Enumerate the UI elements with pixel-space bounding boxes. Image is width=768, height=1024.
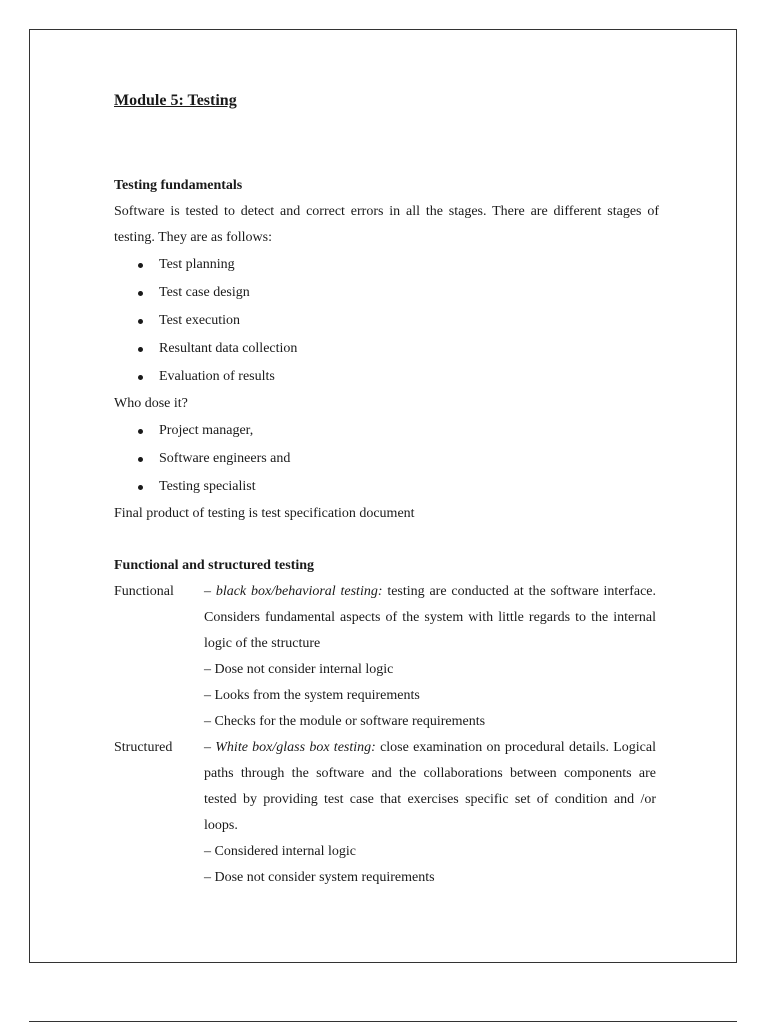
- stages-list: [114, 251, 659, 391]
- who-question: Who dose it?: [114, 396, 188, 411]
- spacer: [114, 527, 659, 553]
- who-list: [114, 417, 659, 501]
- functional-definition: [204, 579, 656, 735]
- functional-point: – Checks for the module or software requirements: [204, 714, 486, 729]
- term-functional: Functional: [114, 584, 174, 599]
- functional-point: – Looks from the system requirements: [204, 688, 420, 703]
- term-structured: Structured: [114, 740, 173, 755]
- list-item: Testing specialist: [114, 473, 659, 501]
- section-heading-functional-structured: Functional and structured testing: [114, 558, 315, 573]
- list-item: Project manager,: [114, 417, 659, 445]
- document-page: [29, 29, 737, 963]
- structured-point: – Considered internal logic: [204, 844, 357, 859]
- functional-point: – Dose not consider internal logic: [204, 662, 394, 677]
- structured-definition: [204, 735, 656, 891]
- structured-point: – Dose not consider system requirements: [204, 870, 435, 885]
- functional-row: [114, 579, 659, 735]
- list-item: Test execution: [114, 307, 659, 335]
- list-item: Test case design: [114, 279, 659, 307]
- structured-row: [114, 735, 659, 891]
- section-heading-fundamentals: Testing fundamentals: [114, 178, 243, 193]
- body-block: [114, 173, 659, 891]
- functional-emphasis: black box/behavioral testing:: [215, 584, 383, 599]
- structured-emphasis: White box/glass box testing:: [215, 740, 376, 755]
- list-item: Software engineers and: [114, 445, 659, 473]
- list-item: Test planning: [114, 251, 659, 279]
- intro-paragraph: Software is tested to detect and correct errors in all the stages. There are different stages of testing. They are as follows:: [114, 204, 659, 245]
- list-item: Evaluation of results: [114, 363, 659, 391]
- next-page-edge: [29, 1021, 737, 1022]
- functional-description: – black box/behavioral testing: testing are conducted at the software interface. Considers fundamental aspects of the system with little regards to the internal logic of the structure: [204, 584, 656, 651]
- list-item: Resultant data collection: [114, 335, 659, 363]
- page-title: Module 5: Testing: [114, 92, 237, 109]
- structured-description: – White box/glass box testing: close examination on procedural details. Logical paths through the software and the collaborations between components are tested by providing test case that exercises specific set of condition and /or loops.: [204, 740, 657, 833]
- final-product-line: Final product of testing is test specification document: [114, 506, 415, 521]
